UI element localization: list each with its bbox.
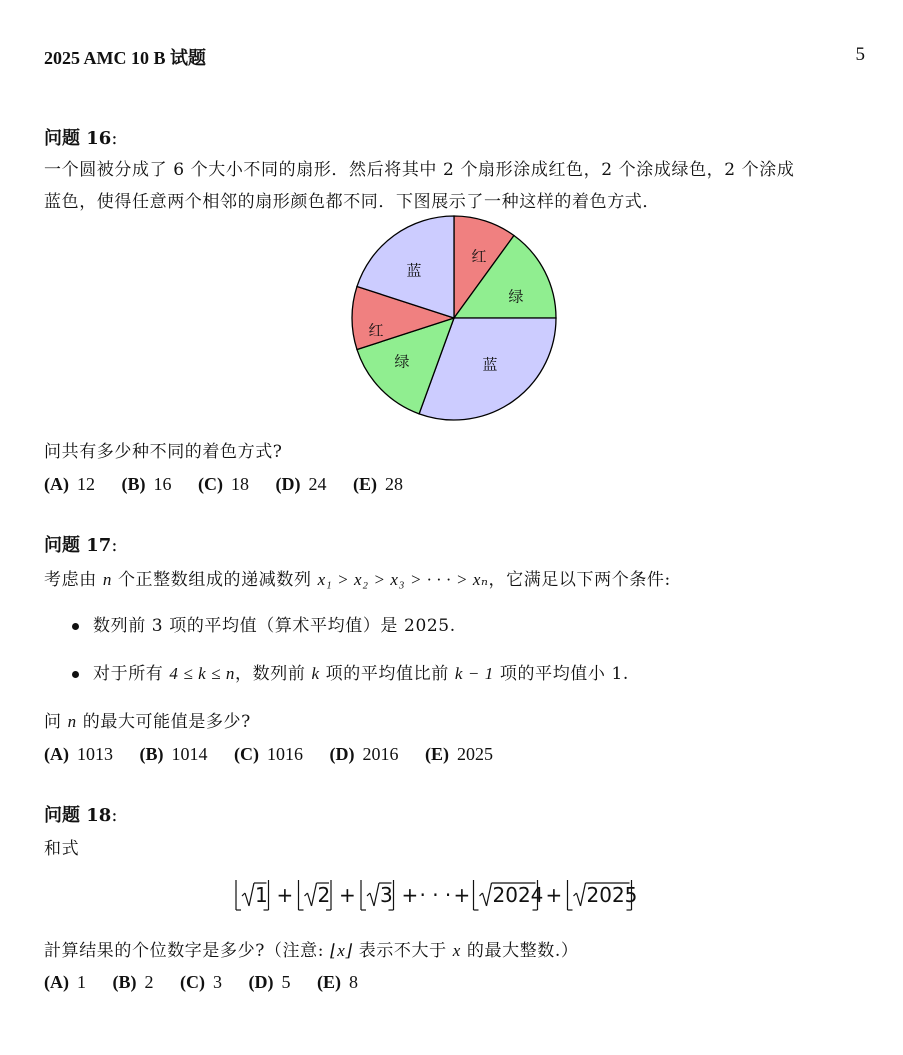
formula-plus: +: [401, 883, 419, 907]
q18-choice-a[interactable]: (A) 1: [44, 972, 86, 992]
q18-choice-e[interactable]: (E) 8: [317, 972, 358, 992]
formula-stroke: [483, 893, 487, 906]
pie-sector-label: 蓝: [406, 261, 422, 280]
formula-radicand: 2024: [492, 883, 544, 907]
q18-formula: [232, 872, 672, 916]
q17-choice-e[interactable]: (E) 2025: [425, 744, 493, 764]
q18-heading: 问题 18:: [44, 805, 118, 826]
q16-text-line2: 蓝色，使得任意两个相邻的扇形颜色都不同．下图展示了一种这样的着色方式．: [44, 192, 660, 212]
formula-plus: +: [453, 883, 471, 907]
q16-question: 问共有多少种不同的着色方式?: [44, 442, 283, 462]
q18-question: 計算结果的个位数字是多少?（注意: ⌊x⌋ 表示不大于 x 的最大整数.）: [44, 941, 579, 961]
q17-choice-c[interactable]: (C) 1016: [234, 744, 303, 764]
q18-intro: 和式: [44, 839, 80, 859]
pie-sector-label: 蓝: [482, 355, 498, 374]
formula-stroke: [245, 893, 249, 906]
q17-heading: 问题 17:: [44, 535, 118, 556]
formula-ellipsis: · · ·: [419, 883, 452, 907]
formula-stroke: [312, 883, 317, 906]
q16-choices: [44, 474, 425, 495]
q17-condition-2: 对于所有 4 ≤ k ≤ n，数列前 k 项的平均值比前 k − 1 项的平均值小 1.: [72, 659, 629, 684]
formula-radicand: 1: [255, 883, 268, 907]
pie-sector-label: 绿: [508, 287, 524, 306]
formula-stroke: [249, 883, 254, 906]
q16-pie-figure: [348, 213, 560, 421]
bullet-icon: [72, 671, 79, 678]
formula-stroke: [308, 893, 312, 906]
pie-sector-label: 绿: [394, 352, 410, 371]
q17-choice-a[interactable]: (A) 1013: [44, 744, 113, 764]
formula-plus: +: [276, 883, 294, 907]
pie-sector-label: 红: [368, 321, 384, 340]
q16-choice-c[interactable]: (C) 18: [198, 474, 249, 494]
q16-choice-b[interactable]: (B) 16: [121, 474, 172, 494]
q18-choice-d[interactable]: (D) 5: [248, 972, 291, 992]
q16-heading: 问题 16:: [44, 128, 118, 149]
q17-choices: [44, 744, 515, 765]
formula-stroke: [577, 893, 581, 906]
q18-choice-b[interactable]: (B) 2: [112, 972, 154, 992]
page-number: 5: [855, 44, 865, 65]
formula-stroke: [487, 883, 492, 906]
pie-sector-label: 红: [471, 247, 487, 266]
q17-question: 问 n 的最大可能值是多少?: [44, 712, 251, 732]
q16-choice-e[interactable]: (E) 28: [353, 474, 403, 494]
q18-choices: [44, 972, 380, 993]
formula-radicand: 3: [380, 883, 393, 907]
formula-plus: +: [545, 883, 563, 907]
q17-choice-b[interactable]: (B) 1014: [139, 744, 208, 764]
formula-stroke: [370, 893, 374, 906]
formula-stroke: [581, 883, 586, 906]
formula-plus: +: [339, 883, 356, 907]
formula-stroke: [374, 883, 379, 906]
q16-choice-d[interactable]: (D) 24: [275, 474, 327, 494]
q18-choice-c[interactable]: (C) 3: [180, 972, 222, 992]
q16-choice-a[interactable]: (A) 12: [44, 474, 95, 494]
q17-condition-1: 数列前 3 项的平均值（算术平均值）是 2025.: [72, 611, 456, 636]
q17-choice-d[interactable]: (D) 2016: [329, 744, 399, 764]
exam-title: 2025 AMC 10 B 试题: [44, 48, 206, 68]
q16-text-line1: 一个圆被分成了 6 个大小不同的扇形．然后将其中 2 个扇形涂成红色，2 个涂成绿色，2 个涂成: [44, 160, 795, 180]
q17-intro: 考虑由 n 个正整数组成的递减数列 x₁ > x₂ > x₃ > · · · > xₙ，它满足以下两个条件:: [44, 570, 671, 590]
formula-radicand: 2025: [586, 883, 638, 907]
bullet-icon: [72, 623, 79, 630]
formula-radicand: 2: [317, 883, 331, 907]
page-header: [44, 44, 865, 72]
